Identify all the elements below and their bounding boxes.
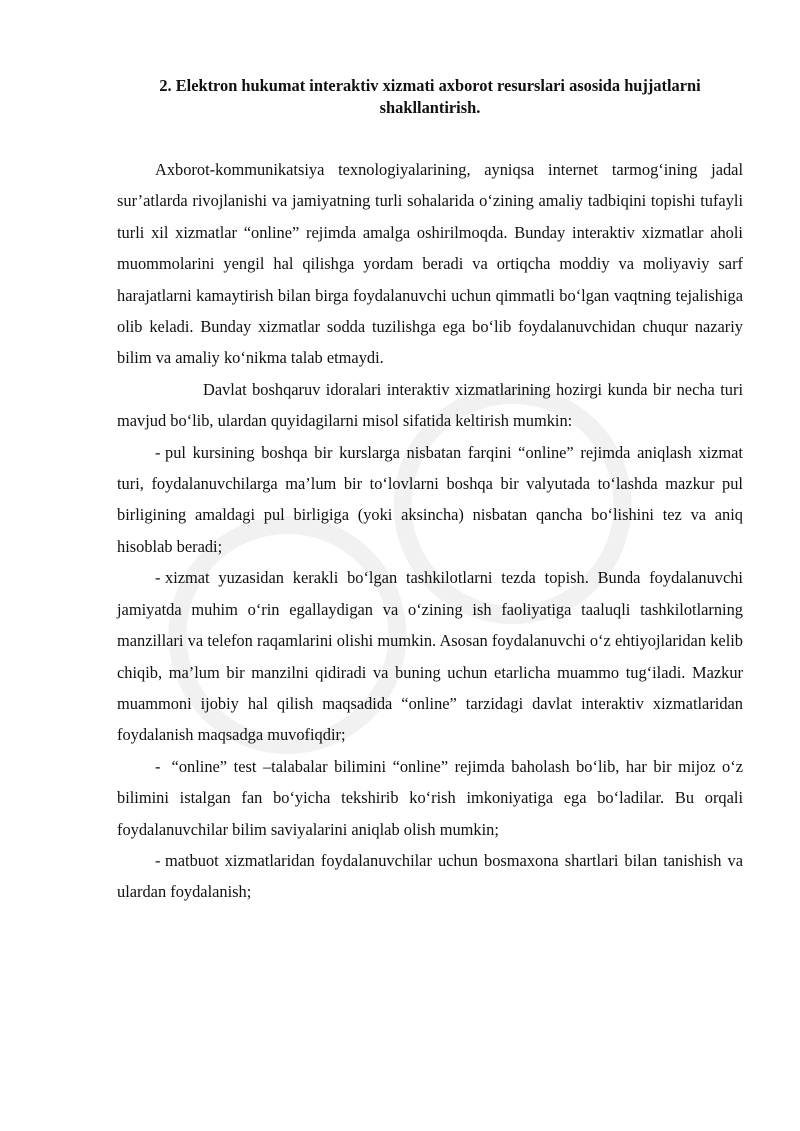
list-item-text: “online” test –talabalar bilimini “online” rejimda baholash bo‘lib, har bir mijoz o‘z bilimini istalgan fan bo‘yicha tekshirib ko‘rish imkoniyatiga ega bo‘ladilar. Bu orqali foydalanuvchilar bilim saviyalarini aniqlab olish mumkin; [117,756,743,839]
list-item [117,562,743,750]
list-dash: - [155,442,161,462]
lead-in-paragraph: Davlat boshqaruv idoralari interaktiv xizmatlarining hozirgi kunda bir necha turi mavjud bo‘lib, ulardan quyidagilarni misol sifatida keltirish mumkin: [117,379,743,431]
document-body [117,75,743,908]
list-dash: - [155,756,161,776]
list-item [117,751,743,845]
intro-paragraph: Axborot-kommunikatsiya texnologiyalarining, ayniqsa internet tarmog‘ining jadal sur’atlarda rivojlanishi va jamiyatning turli sohalarida o‘zining amaliy tadbiqini topishi tufayli turli xil xizmatlar “online” rejimda amalga oshirilmoqda. Bunday interaktiv xizmatlar aholi muommolarini yengil hal qilishga yordam beradi va ortiqcha moddiy va moliyaviy sarf harajatlarni kamaytirish bilan birga foydalanuvchi uchun qimmatli bo‘lgan vaqtning tejalishiga olib keladi. Bunday xizmatlar sodda tuzilishga ega bo‘lib foydalanuvchidan chuqur nazariy bilim va amaliy ko‘nikma talab etmaydi. [117,160,743,368]
list-item-text: xizmat yuzasidan kerakli bo‘lgan tashkilotlarni tezda topish. Bunda foydalanuvchi jamiyatda muhim o‘rin egallaydigan va o‘zining ish faoliyatiga taaluqli tashkilotlarning manzillari va telefon raqamlarini olishi mumkin. Asosan foydalanuvchi o‘z ehtiyojlaridan kelib chiqib, ma’lum bir manzilni qidiradi va buning uchun etarlicha muammo tug‘iladi. Mazkur muammoni ijobiy hal qilish maqsadida “online” tarzidagi davlat interaktiv xizmatlaridan foydalanish maqsadga muvofiqdir; [117,568,743,745]
list-item-text: pul kursining boshqa bir kurslarga nisbatan farqini “online” rejimda aniqlash xizmat turi, foydalanuvchilarga ma’lum bir to‘lovlarni boshqa bir valyutada to‘lashda mazkur pul birligining amaldagi pul birligiga (yoki aksincha) nisbatan qancha bo‘lishini tez va aniq hisoblab beradi; [117,442,743,556]
list-item [117,845,743,908]
list-dash: - [155,568,161,588]
list-item [117,437,743,563]
section-title: 2. Elektron hukumat interaktiv xizmati axborot resurslari asosida hujjatlarni shakllantirish. [159,76,701,117]
list-dash: - [155,850,161,870]
list-item-text: matbuot xizmatlaridan foydalanuvchilar uchun bosmaxona shartlari bilan tanishish va ulardan foydalanish; [117,850,743,902]
